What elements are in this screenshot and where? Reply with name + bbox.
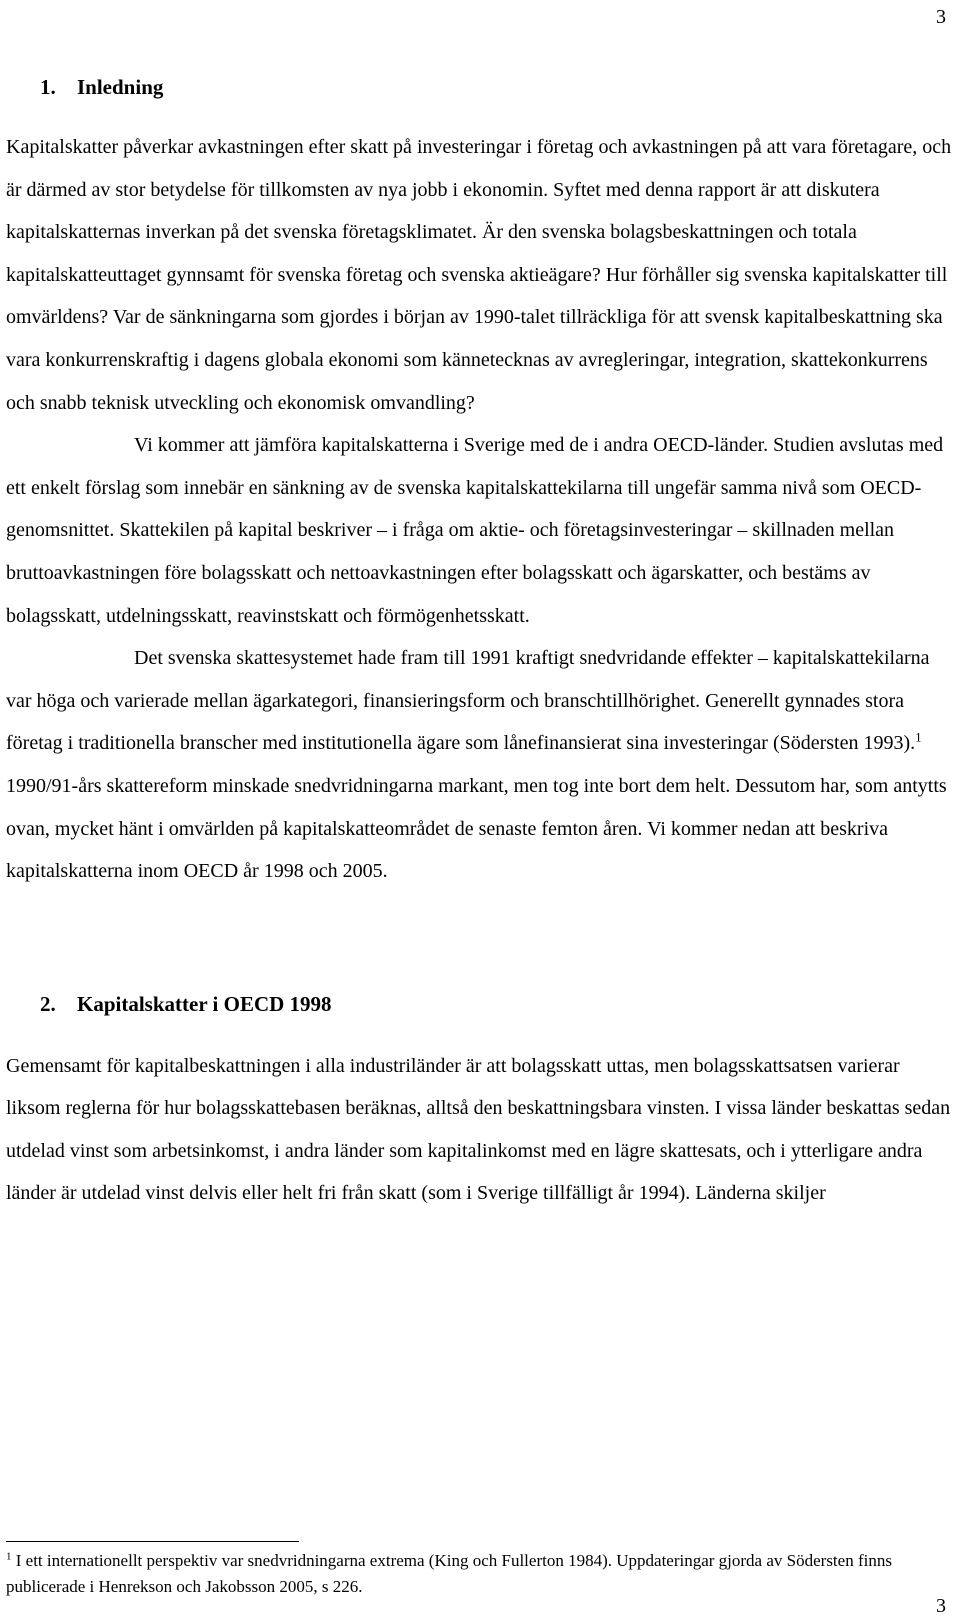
page-number-bottom: 3	[936, 1595, 946, 1617]
footnote-separator	[6, 1541, 299, 1542]
section-heading-oecd-1998	[6, 983, 954, 1025]
footnote-marker: 1	[6, 1550, 12, 1563]
paragraph-history-text-a: Det svenska skattesystemet hade fram till 1991 kraftigt snedvridande effekter – kapitalskattekilarna var höga och varierade mellan ägarkategori, finansieringsform och branschtillhörighet. Generellt gynnades stora företag i traditionella branscher med institutionella ägare som lånefinansierat sina investeringar (Södersten 1993).	[6, 647, 930, 755]
section-title: Kapitalskatter i OECD 1998	[77, 991, 332, 1016]
paragraph-history-text-b: 1990/91-års skattereform minskade snedvridningarna markant, men tog inte bort dem helt. Dessutom har, som antytts ovan, mycket hänt i omvärlden på kapitalskatteområdet de senaste femton åren. Vi kommer nedan att beskriva kapitalskatterna inom OECD år 1998 och 2005.	[6, 774, 947, 883]
paragraph-intro: Kapitalskatter påverkar avkastningen efter skatt på investeringar i företag och avkastningen på att vara företagare, och är därmed av stor betydelse för tillkomsten av nya jobb i ekonomin. Syftet med denna rapport är att diskutera kapitalskatternas inverkan på det svenska företagsklimatet. Är den svenska bolagsbeskattningen och totala kapitalskatteuttaget gynnsamt för svenska företag och svenska aktieägare? Hur förhåller sig svenska kapitalskatter till omvärldens? Var de sänkningarna som gjordes i början av 1990-talet tillräckliga för att svensk kapitalbeskattning ska vara konkurrenskraftig i dagens globala ekonomi som kännetecknas av avregleringar, integration, skattekonkurrens och snabb teknisk utveckling och ekonomisk omvandling?	[6, 136, 952, 414]
section-title: Inledning	[77, 75, 164, 99]
footnote	[6, 1548, 946, 1600]
paragraph-oecd: Gemensamt för kapitalbeskattningen i alla industriländer är att bolagsskatt uttas, men bolagsskattsatsen varierar liksom reglerna för hur bolagsskattebasen beräknas, alltså den beskattningsbara vinsten. I vissa länder beskattas sedan utdelad vinst som arbetsinkomst, i andra länder som kapitalinkomst med en lägre skattesats, och i ytterligare andra länder är utdelad vinst delvis eller helt fri från skatt (som i Sverige tillfälligt år 1994). Länderna skiljer	[6, 1054, 951, 1205]
page-content	[6, 66, 954, 1215]
footnote-reference[interactable]: 1	[915, 729, 922, 745]
paragraph-history	[6, 637, 954, 893]
page-number-top: 3	[936, 6, 946, 28]
paragraph-comparison: Vi kommer att jämföra kapitalskatterna i Sverige med de i andra OECD-länder. Studien avslutas med ett enkelt förslag som innebär en sänkning av de svenska kapitalskattekilarna till ungefär samma nivå som OECD-genomsnittet. Skattekilen på kapital beskriver – i fråga om aktie- och företagsinvesteringar – skillnaden mellan bruttoavkastningen före bolagsskatt och nettoavkastningen efter bolagsskatt och ägarskatter, och bestäms av bolagsskatt, utdelningsskatt, reavinstskatt och förmögenhetsskatt.	[6, 434, 944, 627]
section-heading-inledning	[6, 66, 954, 108]
section-number: 1.	[40, 75, 56, 99]
section-number: 2.	[40, 991, 56, 1016]
footnote-text: I ett internationellt perspektiv var snedvridningarna extrema (King och Fullerton 1984). Uppdateringar gjorda av Södersten finns publicerade i Henrekson och Jakobsson 2005, s 226.	[6, 1551, 892, 1596]
